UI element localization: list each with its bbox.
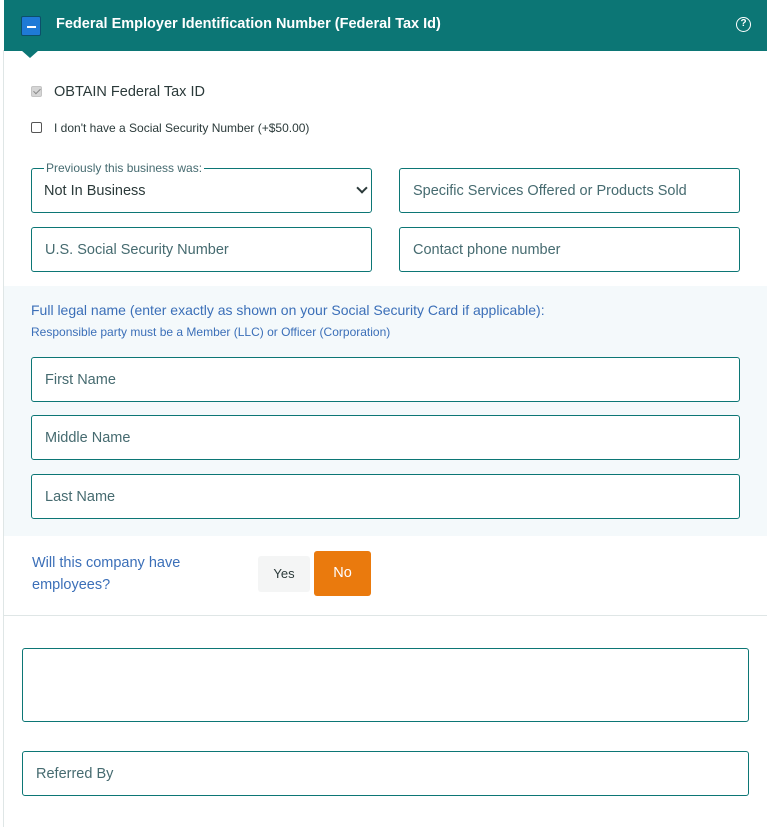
section-title: Federal Employer Identification Number (Federal Tax Id) bbox=[56, 16, 441, 32]
first-name-input[interactable] bbox=[31, 357, 740, 402]
phone-input[interactable] bbox=[399, 227, 740, 272]
last-name-input[interactable] bbox=[31, 474, 740, 519]
header-notch bbox=[21, 50, 39, 58]
notes-textarea[interactable] bbox=[22, 648, 749, 722]
employees-no-button[interactable]: No bbox=[314, 551, 371, 596]
last-name-placeholder: Last Name bbox=[45, 488, 116, 505]
section-divider bbox=[4, 615, 767, 616]
first-name-placeholder: First Name bbox=[45, 371, 116, 388]
middle-name-placeholder: Middle Name bbox=[45, 429, 131, 446]
no-ssn-checkbox[interactable] bbox=[31, 122, 42, 133]
referred-by-input[interactable] bbox=[22, 751, 749, 796]
ssn-input[interactable] bbox=[31, 227, 372, 272]
employees-question: Will this company have employees? bbox=[32, 555, 181, 593]
previous-business-legend: Previously this business was: bbox=[46, 161, 203, 175]
minus-icon[interactable] bbox=[21, 16, 41, 36]
help-icon[interactable]: ? bbox=[736, 17, 751, 32]
previous-business-select[interactable] bbox=[31, 161, 372, 213]
services-input[interactable] bbox=[399, 168, 740, 213]
referred-by-placeholder: Referred By bbox=[36, 765, 114, 782]
legal-name-subtitle: Responsible party must be a Member (LLC) or Officer (Corporation) bbox=[31, 325, 391, 339]
legal-name-title: Full legal name (enter exactly as shown on your Social Security Card if applicable): bbox=[31, 302, 545, 318]
phone-placeholder: Contact phone number bbox=[413, 241, 561, 258]
middle-name-input[interactable] bbox=[31, 415, 740, 460]
no-ssn-label[interactable]: I don't have a Social Security Number (+$50.00) bbox=[54, 121, 310, 135]
services-placeholder: Specific Services Offered or Products Sold bbox=[413, 182, 687, 199]
obtain-tax-id-checkbox[interactable] bbox=[31, 86, 42, 97]
employees-yes-button[interactable]: Yes bbox=[258, 556, 310, 592]
ssn-placeholder: U.S. Social Security Number bbox=[45, 241, 229, 258]
chevron-down-icon bbox=[356, 182, 367, 193]
previous-business-value: Not In Business bbox=[44, 182, 146, 199]
obtain-tax-id-label[interactable]: OBTAIN Federal Tax ID bbox=[54, 84, 205, 100]
section-header[interactable] bbox=[4, 0, 767, 51]
